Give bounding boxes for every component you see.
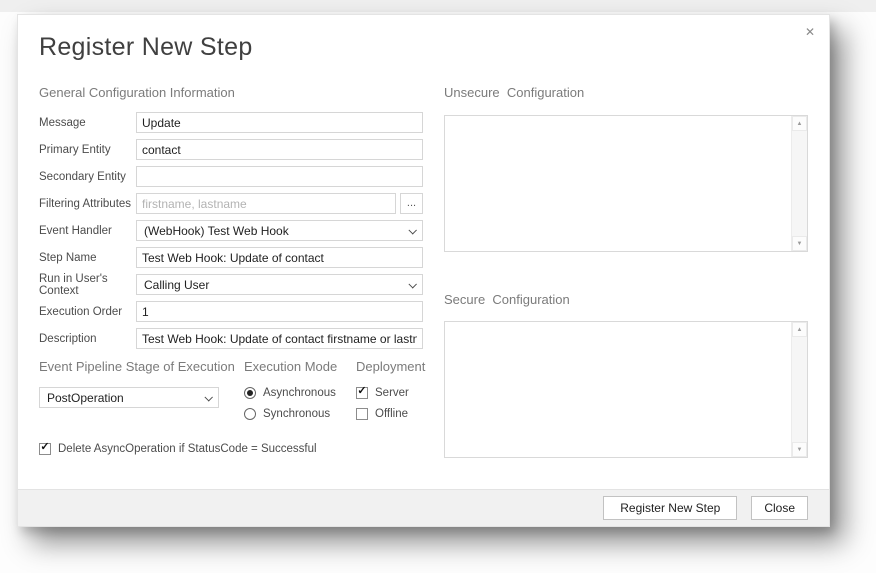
check-icon: ✓ [40,441,50,453]
event-handler-label: Event Handler [39,224,112,237]
scrollbar-track[interactable] [792,131,807,236]
background-strip [0,0,876,12]
form-row-description [39,328,423,349]
form-row-event-handler [39,220,423,241]
unsecure-configuration-box [444,115,808,252]
radio-unselected-icon [244,408,256,420]
radio-selected-icon [244,387,256,399]
register-new-step-button[interactable]: Register New Step [603,496,737,520]
radio-synchronous[interactable] [244,408,337,420]
secure-configuration-box [444,321,808,458]
filtering-attributes-browse-button[interactable]: ... [400,193,423,214]
scrollbar-track[interactable] [792,337,807,442]
execution-order-input[interactable] [136,301,423,322]
filtering-attributes-input[interactable] [136,193,396,214]
filtering-attributes-label: Filtering Attributes [39,197,132,210]
primary-entity-label: Primary Entity [39,143,111,156]
run-in-users-context-value: Calling User [144,277,210,292]
message-label: Message [39,116,86,129]
secondary-entity-label: Secondary Entity [39,170,126,183]
secondary-entity-input[interactable] [136,166,423,187]
primary-entity-input[interactable] [136,139,423,160]
form-row-message [39,112,423,133]
checkbox-server-label: Server [375,387,409,399]
chevron-down-icon [204,393,212,401]
pipeline-stage-select[interactable] [39,387,219,408]
form-row-primary-entity [39,139,423,160]
radio-synchronous-label: Synchronous [263,408,331,420]
step-name-input[interactable] [136,247,423,268]
form-row-execution-order [39,301,423,322]
description-input[interactable] [136,328,423,349]
scroll-down-icon: ▼ [796,240,803,247]
checkbox-checked-icon [356,387,368,399]
execution-mode-header: Execution Mode [244,359,338,374]
checkbox-unchecked-icon [356,408,368,420]
deployment-section [356,359,425,420]
event-handler-select[interactable] [136,220,423,241]
deployment-header: Deployment [356,359,426,374]
form-row-filtering-attributes [39,193,423,214]
form-row-run-in-users-context [39,274,423,295]
event-handler-value: (WebHook) Test Web Hook [144,223,289,238]
execution-order-label: Execution Order [39,305,123,318]
scroll-up-button[interactable] [792,322,807,337]
scroll-down-icon: ▼ [796,446,803,453]
checkbox-offline-label: Offline [375,408,409,420]
form-row-secondary-entity [39,166,423,187]
checkbox-server[interactable] [356,387,425,399]
scrollbar[interactable] [791,116,807,251]
chevron-down-icon [408,226,416,234]
pipeline-stage-section [39,359,235,408]
close-button[interactable]: Close [751,496,808,520]
radio-asynchronous-label: Asynchronous [263,387,336,399]
check-icon: ✓ [357,385,367,397]
form-row-step-name [39,247,423,268]
configuration-column [444,85,808,458]
secure-configuration-textarea[interactable] [445,322,791,457]
scroll-up-icon: ▲ [796,120,803,127]
step-name-label: Step Name [39,251,97,264]
message-input[interactable] [136,112,423,133]
unsecure-configuration-header: Unsecure Configuration [444,85,585,100]
checkbox-checked-icon [39,443,51,455]
scroll-down-button[interactable] [792,236,807,251]
chevron-down-icon [408,280,416,288]
register-new-step-dialog [17,14,830,527]
run-in-users-context-select[interactable] [136,274,423,295]
scrollbar[interactable] [791,322,807,457]
secure-configuration-header: Secure Configuration [444,292,570,307]
unsecure-configuration-textarea[interactable] [445,116,791,251]
checkbox-offline[interactable] [356,408,425,420]
execution-mode-section [244,359,337,420]
delete-asyncoperation-label: Delete AsyncOperation if StatusCode = Successful [58,443,317,455]
general-form [39,112,423,355]
scroll-down-button[interactable] [792,442,807,457]
scroll-up-icon: ▲ [796,326,803,333]
pipeline-stage-header: Event Pipeline Stage of Execution [39,359,235,374]
close-icon[interactable]: ✕ [804,25,815,39]
pipeline-stage-value: PostOperation [47,390,124,405]
description-label: Description [39,332,97,345]
general-section-header: General Configuration Information [39,85,235,100]
page-title: Register New Step [39,33,253,61]
dialog-footer [18,489,829,526]
checkbox-delete-asyncoperation[interactable] [39,443,317,455]
scroll-up-button[interactable] [792,116,807,131]
run-in-users-context-label: Run in User's Context [39,272,108,297]
radio-asynchronous[interactable] [244,387,337,399]
